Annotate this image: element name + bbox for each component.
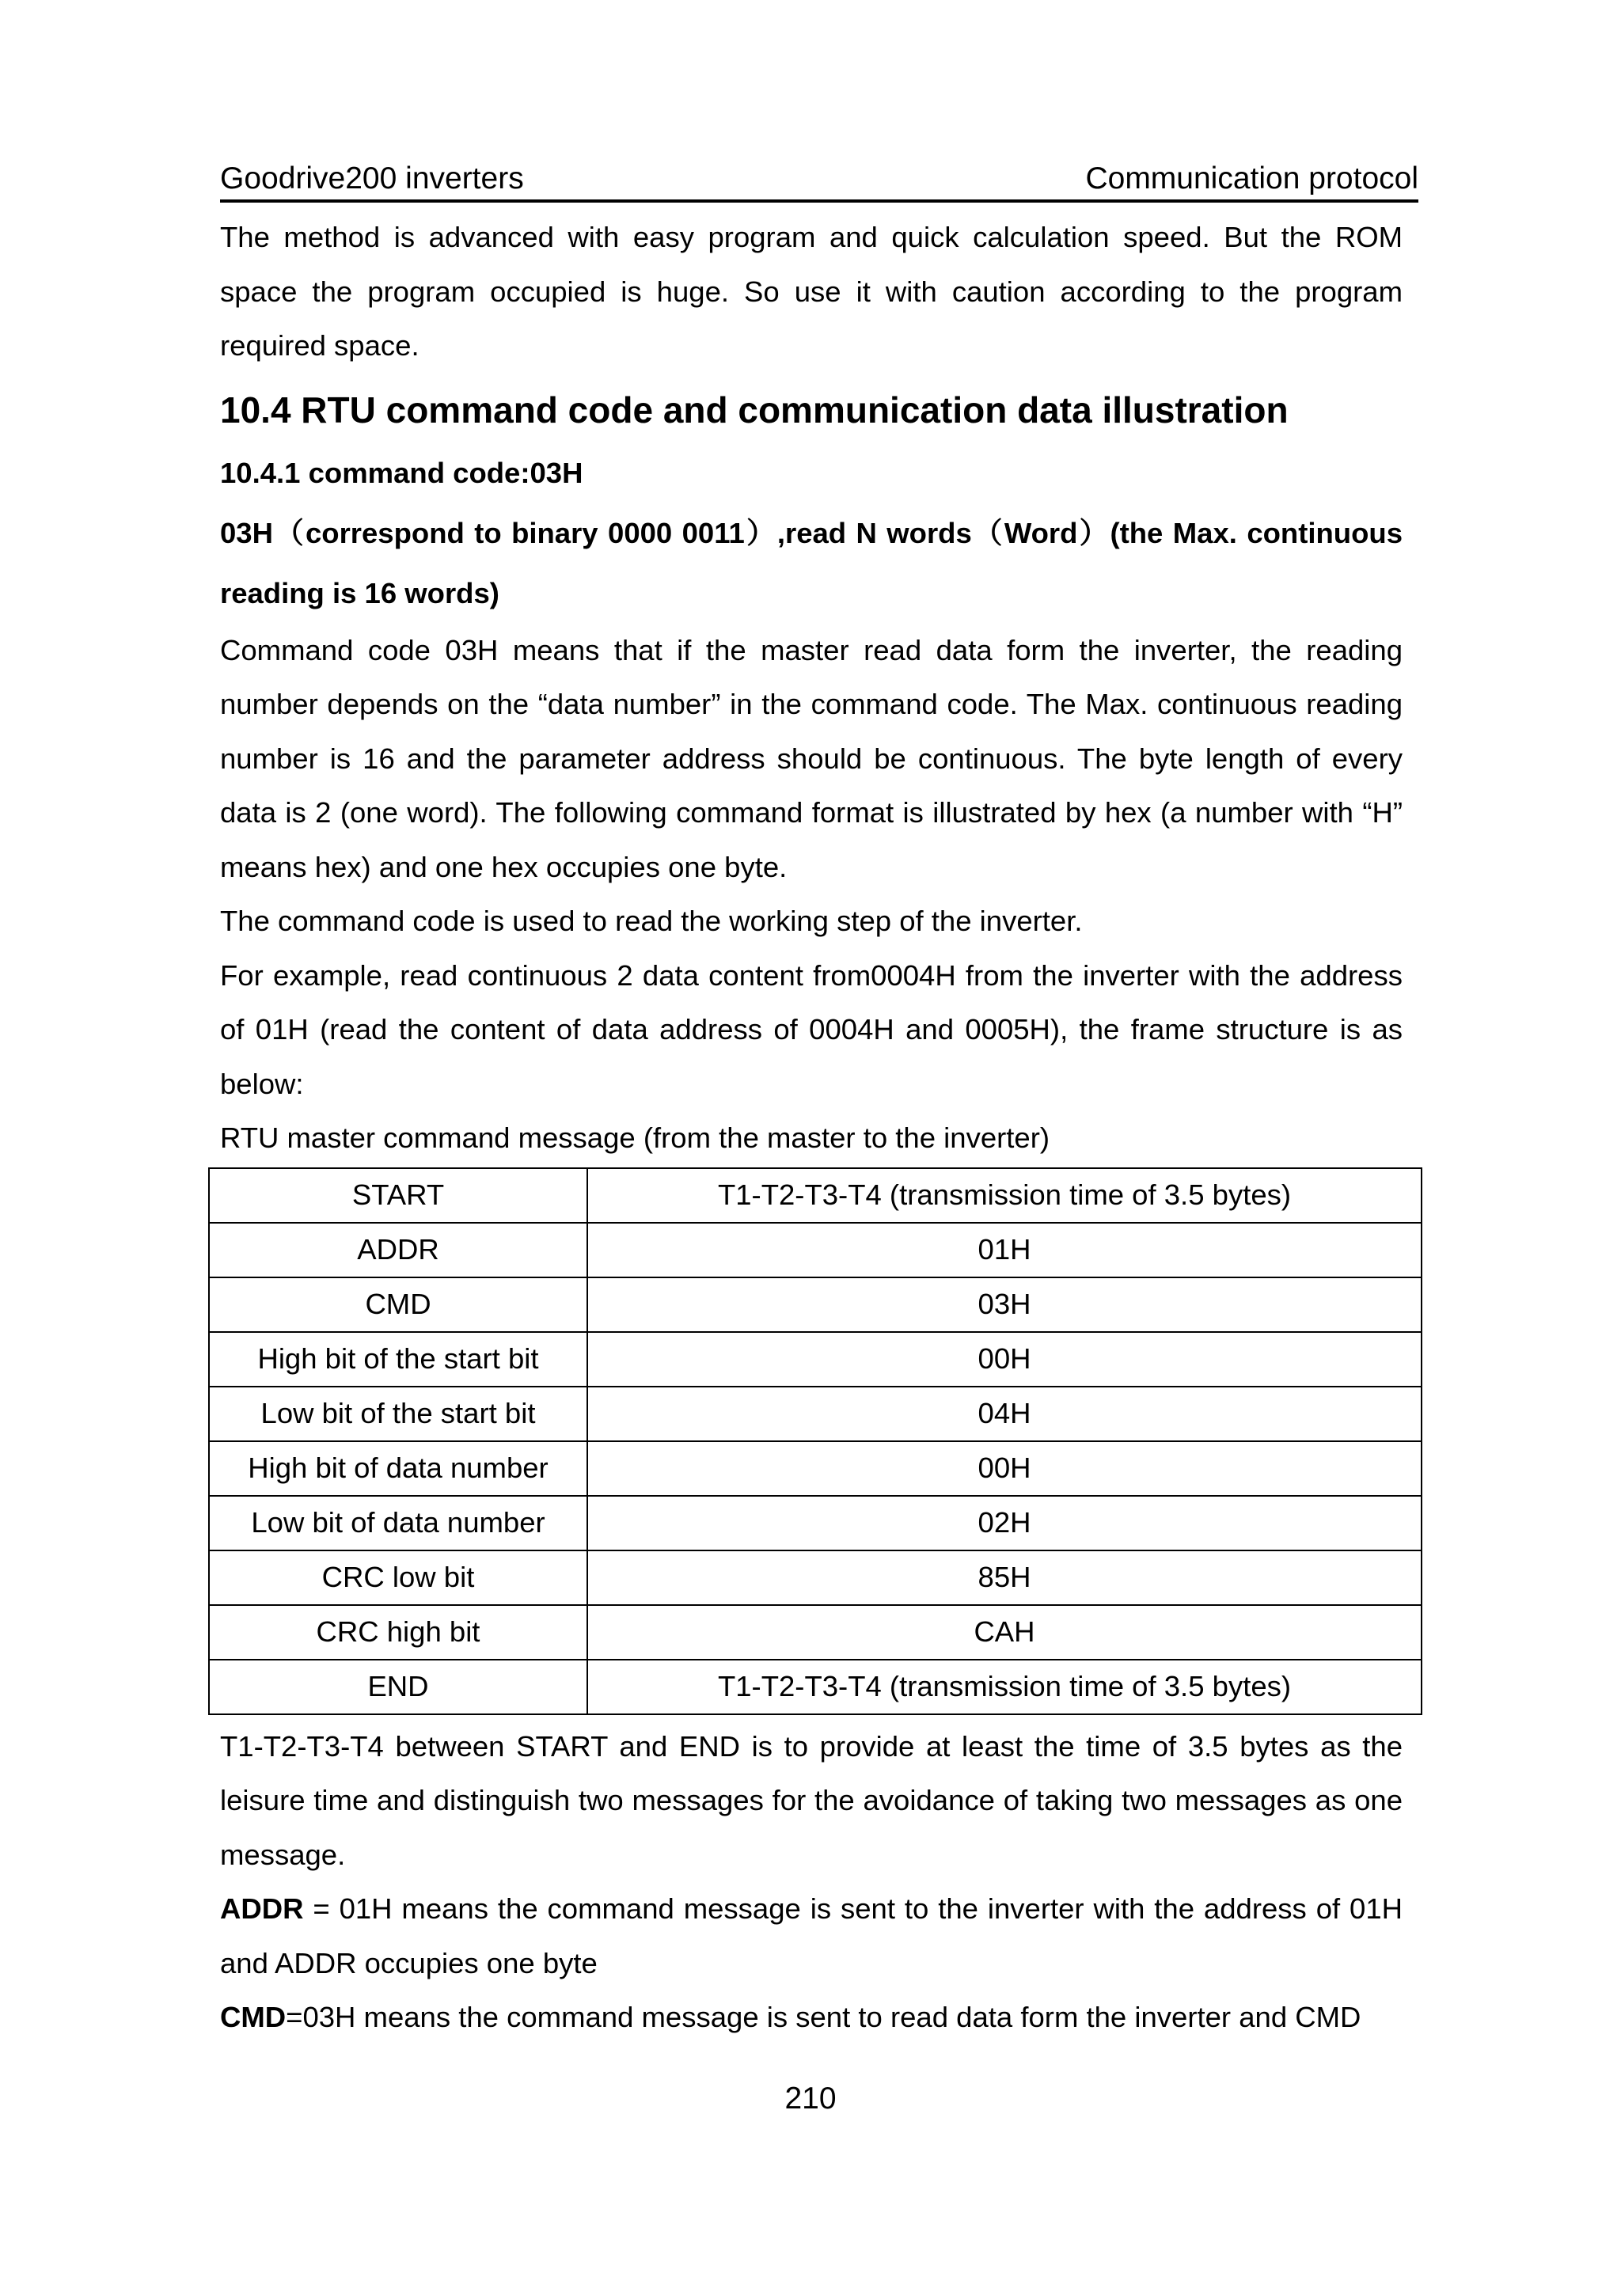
table-caption: RTU master command message (from the master to the inverter) — [220, 1121, 1050, 1154]
table-cell-field: CRC low bit — [209, 1550, 587, 1605]
addr-paragraph — [220, 1882, 1403, 1990]
paragraph-3: For example, read continuous 2 data content from0004H from the inverter with the address of 01H (read the content of data address of 0004H and 0005H), the frame structure is as below: — [220, 958, 1403, 1100]
table-cell-field: High bit of the start bit — [209, 1332, 587, 1387]
table-cell-field: CMD — [209, 1277, 587, 1332]
header-right: Communication protocol — [1085, 161, 1418, 195]
command-summary: 03H（correspond to binary 0000 0011）,read N words（Word）(the Max. continuous reading is 16 words) — [220, 516, 1403, 609]
table-cell-value: 03H — [587, 1277, 1422, 1332]
table-cell-field: END — [209, 1660, 587, 1714]
table-cell-field: ADDR — [209, 1223, 587, 1277]
table-cell-field: Low bit of data number — [209, 1496, 587, 1550]
table-cell-value: 00H — [587, 1332, 1422, 1387]
header-left: Goodrive200 inverters — [220, 161, 524, 195]
table-row — [209, 1277, 1422, 1332]
table-row — [209, 1332, 1422, 1387]
page-number: 210 — [784, 2082, 837, 2116]
table-row — [209, 1223, 1422, 1277]
page-content-after-table — [220, 1720, 1403, 2045]
page-header — [220, 158, 1418, 203]
table-row — [209, 1168, 1422, 1223]
table-cell-value: 02H — [587, 1496, 1422, 1550]
table-row — [209, 1605, 1422, 1660]
paragraph-1: Command code 03H means that if the master read data form the inverter, the reading number depends on the “data number” in the command code. The Max. continuous reading number is 16 and the parameter address should be continuous. The byte length of every data is 2 (one word). The following command format is illustrated by hex (a number with “H” means hex) and one hex occupies one byte. — [220, 633, 1403, 883]
table-row — [209, 1441, 1422, 1496]
table-cell-field: CRC high bit — [209, 1605, 587, 1660]
table-row — [209, 1496, 1422, 1550]
paragraph-2: The command code is used to read the working step of the inverter. — [220, 905, 1083, 937]
table-cell-value: 04H — [587, 1387, 1422, 1441]
cmd-paragraph — [220, 1990, 1403, 2045]
page — [220, 158, 1418, 2045]
table-cell-value: 85H — [587, 1550, 1422, 1605]
frame-structure-table — [208, 1167, 1422, 1715]
paragraph-4: T1-T2-T3-T4 between START and END is to provide at least the time of 3.5 bytes as the leisure time and distinguish two messages for the avoidance of taking two messages as one message. — [220, 1729, 1403, 1871]
table-cell-value: 01H — [587, 1223, 1422, 1277]
table-cell-field: START — [209, 1168, 587, 1223]
table-cell-field: Low bit of the start bit — [209, 1387, 587, 1441]
cmd-text: =03H means the command message is sent to read data form the inverter and CMD — [286, 2001, 1361, 2033]
section-title: 10.4 RTU command code and communication data illustration — [220, 389, 1289, 431]
addr-label: ADDR — [220, 1892, 304, 1925]
intro-paragraph: The method is advanced with easy program and quick calculation speed. But the ROM space the program occupied is huge. So use it with caution according to the program required space. — [220, 221, 1403, 362]
table-row — [209, 1387, 1422, 1441]
table-cell-value: T1-T2-T3-T4 (transmission time of 3.5 bytes) — [587, 1168, 1422, 1223]
table-cell-value: T1-T2-T3-T4 (transmission time of 3.5 bytes) — [587, 1660, 1422, 1714]
cmd-label: CMD — [220, 2001, 287, 2033]
addr-text: = 01H means the command message is sent to the inverter with the address of 01H and ADDR occupies one byte — [220, 1892, 1403, 1979]
page-content — [220, 211, 1403, 1166]
subsection-title: 10.4.1 command code:03H — [220, 456, 583, 489]
table-row — [209, 1550, 1422, 1605]
table-cell-field: High bit of data number — [209, 1441, 587, 1496]
table-cell-value: 00H — [587, 1441, 1422, 1496]
table-cell-value: CAH — [587, 1605, 1422, 1660]
table-row — [209, 1660, 1422, 1714]
